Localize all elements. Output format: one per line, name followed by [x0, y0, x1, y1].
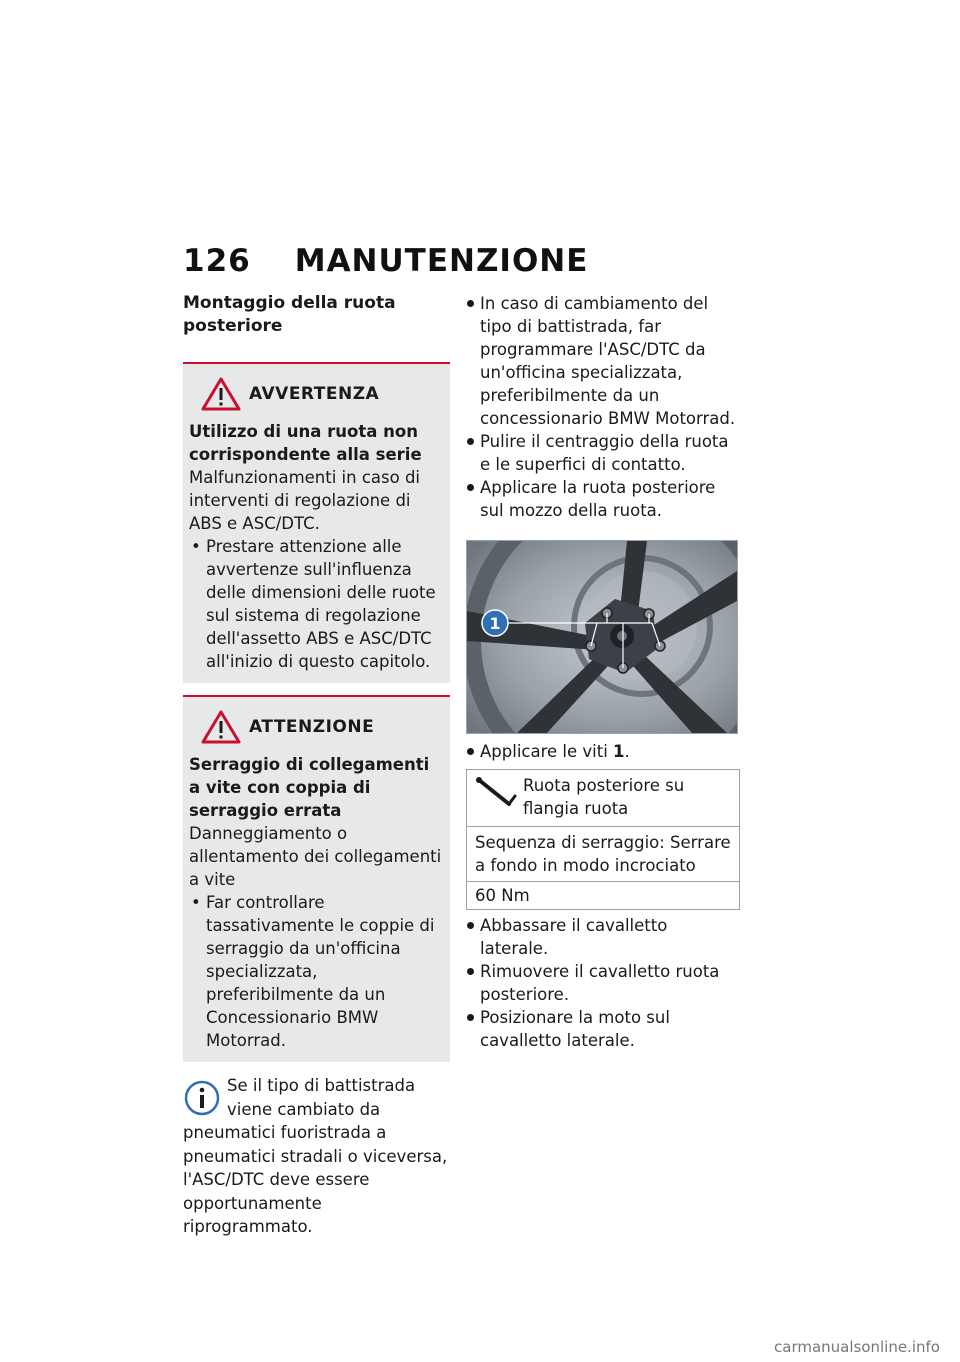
list-item: In caso di cambiamento del tipo di battistrada, far programmare l'ASC/DTC da un'officina specializzata, preferibilmente da un concessionario BMW Motorrad.: [466, 292, 738, 430]
apply-ref: 1: [613, 742, 625, 761]
apply-text: Applicare le viti: [480, 742, 614, 761]
torque-wrench-icon: [473, 774, 519, 814]
caution-head: [189, 707, 444, 747]
list-item: Abbassare il cavalletto laterale.: [466, 914, 738, 960]
caution-label: ATTENZIONE: [249, 717, 375, 737]
warning-head: [189, 374, 444, 414]
warning-bold: Utilizzo di una ruota non corrispondente alla serie: [189, 422, 422, 464]
wheel-illustration: [467, 541, 737, 733]
page-header: [183, 243, 588, 279]
list-item: Posizionare la moto sul cavalletto laterale.: [466, 1006, 738, 1052]
warning-label: AVVERTENZA: [249, 384, 380, 404]
warning-box: [183, 362, 450, 683]
caution-triangle-icon: [201, 710, 241, 744]
info-icon: [183, 1078, 221, 1118]
caution-text: Danneggiamento o allentamento dei collegamenti a vite: [189, 824, 442, 889]
info-note: [183, 1074, 450, 1239]
caution-bold: Serraggio di collegamenti a vite con coppia di serraggio errata: [189, 755, 430, 820]
callout-label: 1: [489, 614, 501, 633]
left-column: [183, 292, 450, 1239]
warning-text: Malfunzionamenti in caso di interventi di regolazione di ABS e ASC/DTC.: [189, 468, 421, 533]
list-item: Rimuovere il cavalletto ruota posteriore.: [466, 960, 738, 1006]
section-title: Montaggio della ruota posteriore: [183, 293, 396, 336]
list-item: Applicare la ruota posteriore sul mozzo della ruota.: [466, 476, 738, 522]
torque-head: [467, 770, 739, 826]
wheel-figure: [466, 540, 738, 734]
torque-table: [466, 769, 740, 910]
list-item: Pulire il centraggio della ruota e le superfici di contatto.: [466, 430, 738, 476]
warning-bullet: • Prestare attenzione alle avvertenze sull'influenza delle dimensioni delle ruote sul sistema di regolazione dell'assetto ABS e ASC/DTC all'inizio di questo capitolo.: [189, 535, 444, 673]
footer-watermark: carmanualsonline.info: [774, 1338, 940, 1356]
page-number: 126: [183, 243, 251, 279]
caution-bullet: • Far controllare tassativamente le coppie di serraggio da un'officina specializzata, preferibilmente da un Concessionario BMW Motorrad.: [189, 891, 444, 1052]
caution-box: [183, 695, 450, 1062]
apply-end: .: [624, 742, 630, 761]
torque-title: Ruota posteriore su flangia ruota: [523, 776, 685, 818]
torque-value: 60 Nm: [467, 881, 739, 909]
warning-triangle-icon: [201, 377, 241, 411]
apply-bullet: [466, 740, 738, 763]
right-column: [466, 292, 738, 1052]
info-text: Se il tipo di battistrada viene cambiato da pneumatici fuoristrada a pneumatici stradali o viceversa, l'ASC/DTC deve essere opportunamente riprogrammato.: [183, 1076, 448, 1236]
torque-sequence: Sequenza di serraggio: Serrare a fondo in modo incrociato: [467, 826, 739, 881]
chapter-title: MANUTENZIONE: [294, 243, 589, 279]
